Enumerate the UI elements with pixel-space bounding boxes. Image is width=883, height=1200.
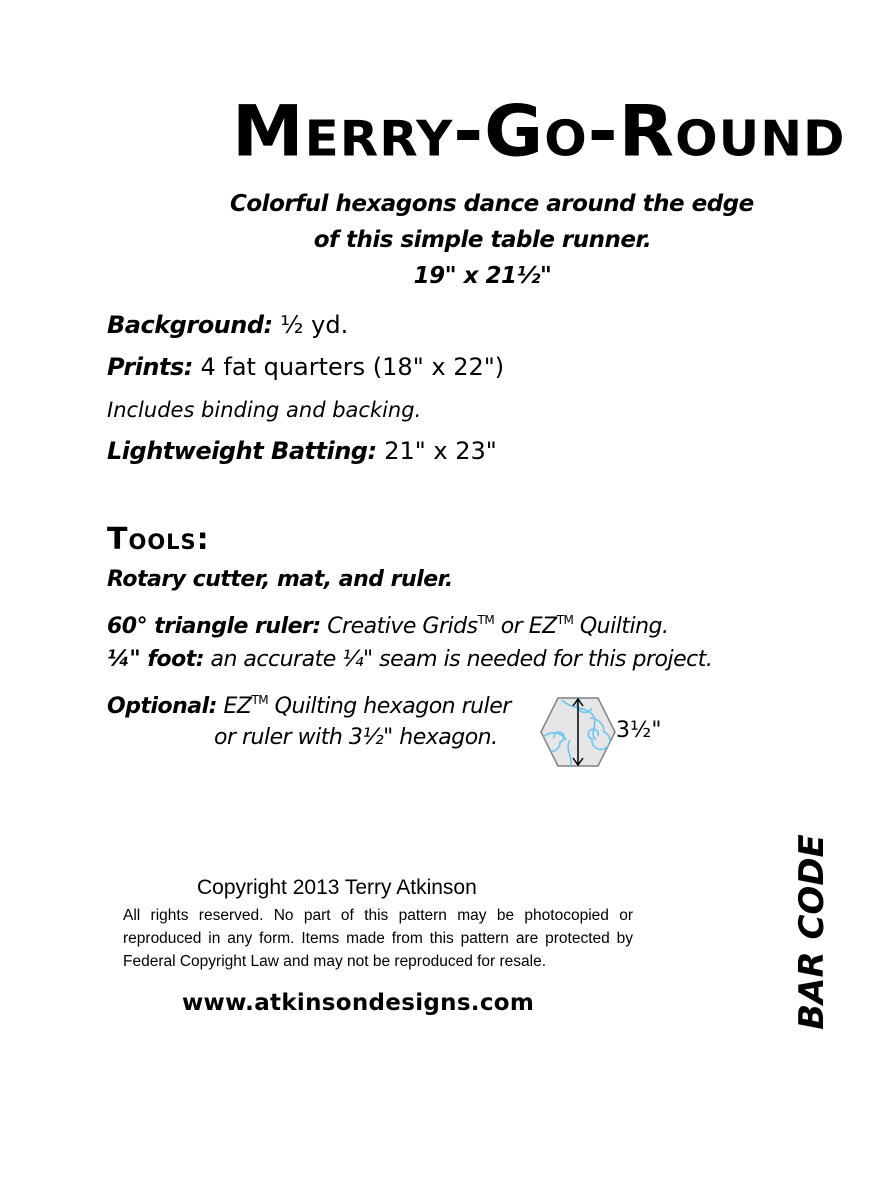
trademark-mark: TM <box>251 693 269 707</box>
subtitle-line-1: Colorful hexagons dance around the edge <box>230 191 754 217</box>
material-prints <box>107 347 504 387</box>
material-label: Prints: <box>107 353 193 381</box>
tool-label: 60° triangle ruler: <box>107 614 321 639</box>
hexagon-measurement: 3½" <box>616 718 662 743</box>
finished-size-value: 19" x 21½" <box>413 263 552 289</box>
material-value: 21" x 23" <box>384 437 497 465</box>
tool-value <box>327 614 668 639</box>
tool-label: ¼" foot: <box>107 647 205 672</box>
tool-brand-2: or EZ <box>494 614 557 639</box>
tool-value <box>223 694 510 719</box>
tool-brand: EZ <box>223 694 252 719</box>
material-background <box>107 305 348 345</box>
tool-quarter-foot <box>107 640 712 680</box>
legal-notice: All rights reserved. No part of this pattern may be photocopied or reproduced in any form. Items made from this pattern are protected by Federal Copyright Law and may not be reproduced for resale. <box>123 907 633 970</box>
tool-brand-suffix: Quilting hexagon ruler <box>268 694 511 719</box>
tool-brand-2-suffix: Quilting. <box>573 614 669 639</box>
tool-label: Optional: <box>107 694 217 719</box>
material-value: ½ yd. <box>280 311 349 339</box>
tool-optional-line-2 <box>214 718 498 758</box>
website-link[interactable]: www.atkinsondesigns.com <box>182 990 535 1016</box>
material-label: Background: <box>107 311 273 339</box>
material-note <box>107 389 421 430</box>
tool-rotary-cutter <box>107 560 453 600</box>
trademark-mark: TM <box>477 613 495 627</box>
trademark-mark: TM <box>556 613 574 627</box>
material-note-text: Includes binding and backing. <box>107 398 422 422</box>
pattern-title: Merry-Go-Round <box>232 89 846 173</box>
finished-size <box>230 258 735 294</box>
barcode-placeholder: BAR CODE <box>792 834 832 1030</box>
tool-label: Rotary cutter, mat, and ruler. <box>107 567 453 592</box>
tools-heading: Tools: <box>107 522 210 557</box>
subtitle-line-2: of this simple table runner. <box>313 227 652 253</box>
material-label: Lightweight Batting: <box>107 437 377 465</box>
copyright-line: Copyright 2013 Terry Atkinson <box>197 876 477 899</box>
tool-value-line-2: or ruler with 3½" hexagon. <box>214 725 498 750</box>
tool-value: an accurate ¼" seam is needed for this project. <box>210 647 713 672</box>
tool-brand-1: Creative Grids <box>327 614 478 639</box>
hexagon-swirl-icon <box>540 696 616 768</box>
material-value: 4 fat quarters (18" x 22") <box>200 353 505 381</box>
material-batting <box>107 431 497 471</box>
